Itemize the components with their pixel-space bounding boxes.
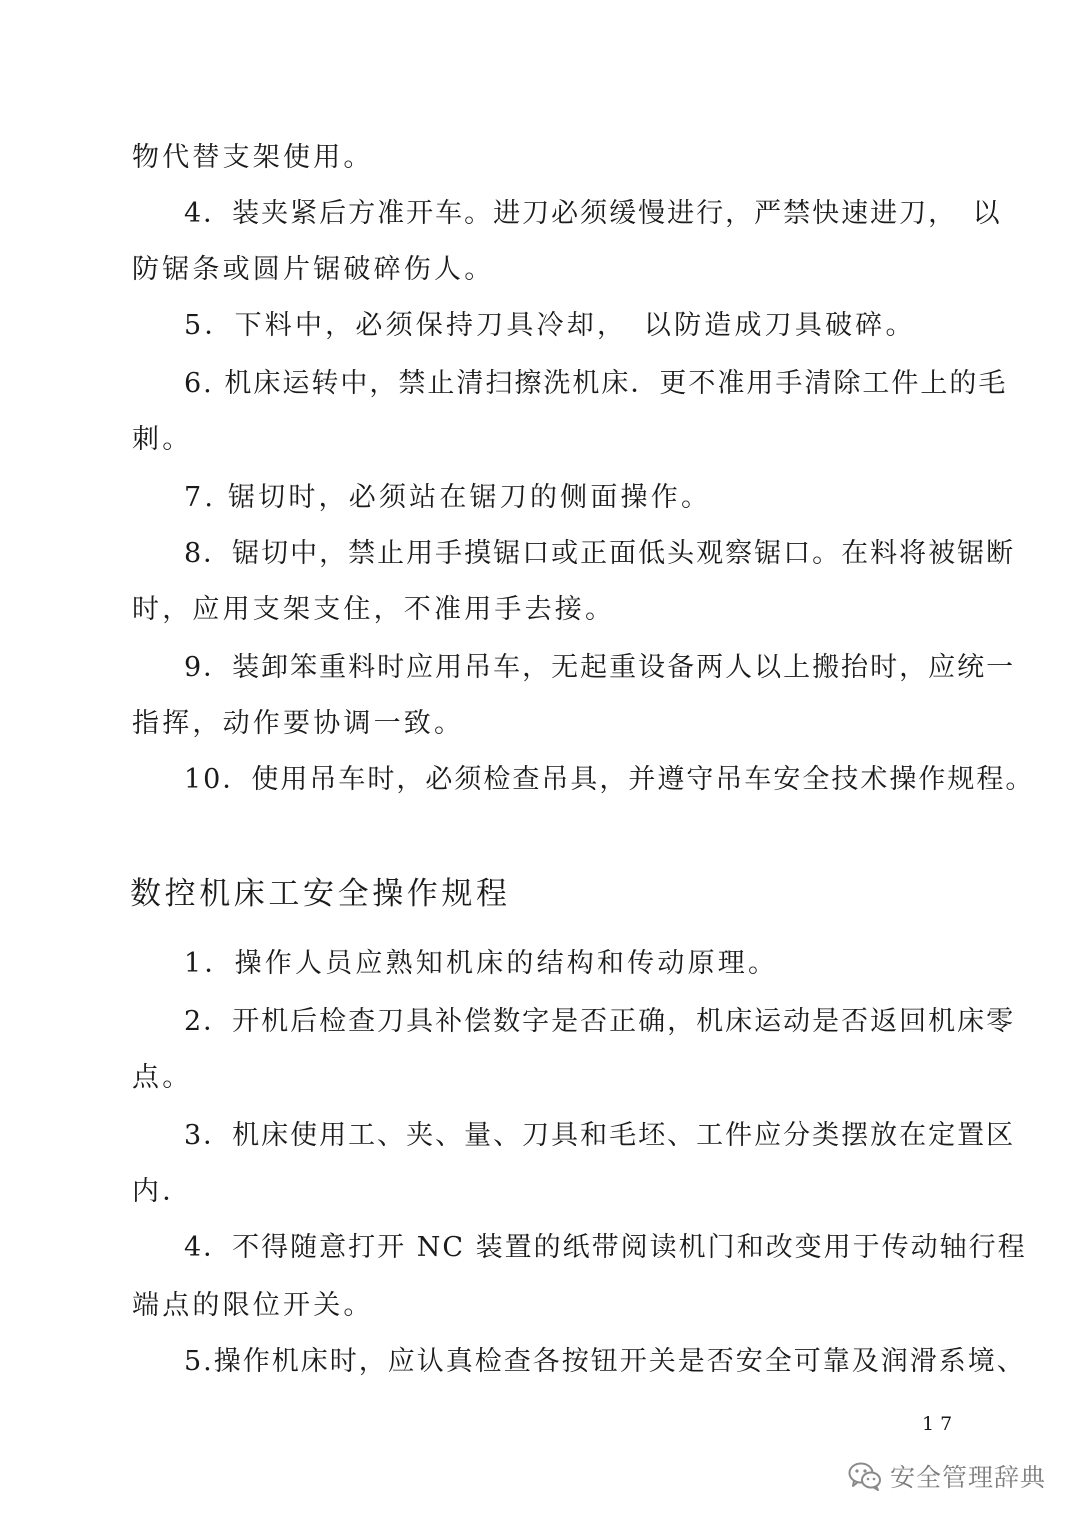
- paragraph-line: 4．装夹紧后方准开车。进刀必须缓慢进行，严禁快速进刀， 以: [184, 198, 1002, 229]
- paragraph-line: 7. 锯切时，必须站在锯刀的侧面操作。: [184, 482, 712, 513]
- page-number: 17: [922, 1413, 959, 1435]
- watermark: [848, 1452, 1046, 1500]
- paragraph-line: 5．下料中，必须保持刀具冷却， 以防造成刀具破碎。: [184, 310, 916, 341]
- paragraph-line: 防锯条或圆片锯破碎伤人。: [132, 254, 495, 285]
- paragraph-line: 内．: [132, 1176, 193, 1207]
- watermark-text: 安全管理辞典: [890, 1463, 1047, 1492]
- paragraph-line: 时，应用支架支住，不准用手去接。: [132, 594, 616, 625]
- section-heading: 数控机床工安全操作规程: [130, 876, 511, 912]
- paragraph-line: 10．使用吊车时，必须检查吊具，并遵守吊车安全技术操作规程。: [184, 764, 1035, 795]
- paragraph-line: 端点的限位开关。: [132, 1290, 374, 1321]
- paragraph-line: 3．机床使用工、夹、量、刀具和毛坯、工件应分类摆放在定置区: [184, 1120, 1016, 1151]
- paragraph-line: 物代替支架使用。: [132, 142, 374, 173]
- paragraph-line: 刺。: [132, 424, 193, 455]
- paragraph-line: 4．不得随意打开 NC 装置的纸带阅读机门和改变用于传动轴行程: [184, 1232, 1027, 1263]
- paragraph-line: 5.操作机床时，应认真检查各按钮开关是否安全可靠及润滑系境、: [184, 1346, 1026, 1377]
- wechat-icon: [848, 1461, 882, 1491]
- paragraph-line: 点。: [132, 1062, 193, 1093]
- paragraph-line: 1．操作人员应熟知机床的结构和传动原理。: [184, 948, 779, 979]
- paragraph-line: 2．开机后检查刀具补偿数字是否正确，机床运动是否返回机床零: [184, 1006, 1016, 1037]
- paragraph-line: 指挥，动作要协调一致。: [132, 708, 465, 739]
- paragraph-line: 6. 机床运转中，禁止清扫擦洗机床．更不准用手清除工件上的毛: [184, 368, 1008, 399]
- paragraph-line: 9．装卸笨重料时应用吊车，无起重设备两人以上搬抬时，应统一: [184, 652, 1016, 683]
- paragraph-line: 8．锯切中，禁止用手摸锯口或正面低头观察锯口。在料将被锯断: [184, 538, 1016, 569]
